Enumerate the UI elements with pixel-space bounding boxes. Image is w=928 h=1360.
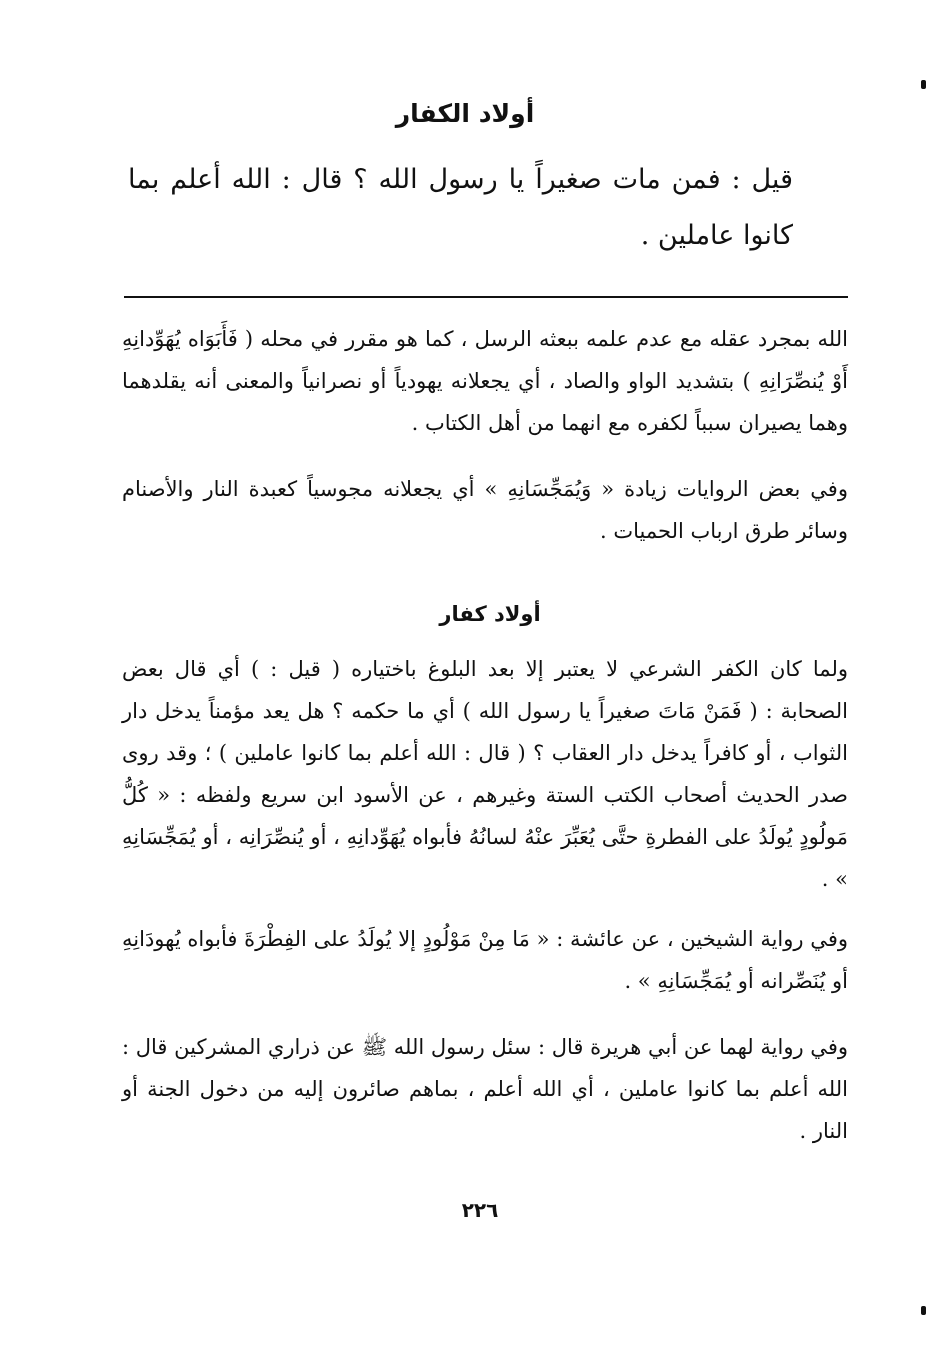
page-number: ٢٢٦ [461,1198,499,1222]
commentary-paragraph: وفي بعض الروايات زيادة « وَيُمَجِّسَانِهِ » أي يجعلانه مجوسياً كعبدة النار والأصنام وسائر طرق ارباب الحميات . [122,477,848,543]
divider-line [124,296,848,298]
scan-mark [921,80,926,89]
sub-heading: أولاد كفار [439,602,541,626]
scan-mark [921,1306,926,1315]
body-paragraph: ولما كان الكفر الشرعي لا يعتبر إلا بعد البلوغ باختياره ( قيل : ) أي قال بعض الصحابة : ( فَمَنْ مَاتَ صغيراً يا رسول الله ) أي ما حكمه ؟ هل يعد مؤمناً يدخل دار الثواب ، أو كافراً يدخل دار العقاب ؟ ( قال : الله أعلم بما كانوا عاملين ) ؛ وقد روى صدر الحديث أصحاب الكتب الستة وغيرهم ، عن الأسود ابن سريع ولفظه : « كُلُّ مَولُودٍ يُولَدُ على الفطرةِ حتَّى يُعَبِّرَ عنْهُ لسانُهُ فأبواه يُهَوِّدانِهِ ، أو يُنصِّرَانِه ، أو يُمَجِّسَانِهِ » . [122,657,848,891]
verse-text: قيل : فمن مات صغيراً يا رسول الله ؟ قال : الله أعلم بما كانوا عاملين . [128,164,793,251]
body-paragraph: وفي رواية الشيخين ، عن عائشة : « مَا مِنْ مَوْلُودٍ إلا يُولَدُ على الفِطْرَةَ فأبواه يُهودَانِهِ أو يُنَصِّرانه أو يُمَجِّسَانِهِ » . [122,927,848,993]
main-heading: أولاد الكفار [395,99,535,128]
commentary-paragraph: الله بمجرد عقله مع عدم علمه ببعثه الرسل ، كما هو مقرر في محله ( فَأَبَوَاه يُهَوِّدانِهِ أَوْ يُنصِّرَانِهِ ) بتشديد الواو والصاد ، أي يجعلانه يهودياً أو نصرانياً والمعنى أنه يقلدهما وهما يصيران سبباً لكفره مع انهما من أهل الكتاب . [122,327,848,435]
body-paragraph: وفي رواية لهما عن أبي هريرة قال : سئل رسول الله ﷺ عن ذراري المشركين قال : الله أعلم بما كانوا عاملين ، أي الله أعلم ، بماهم صائرون إليه من دخول الجنة أو النار . [122,1035,848,1143]
